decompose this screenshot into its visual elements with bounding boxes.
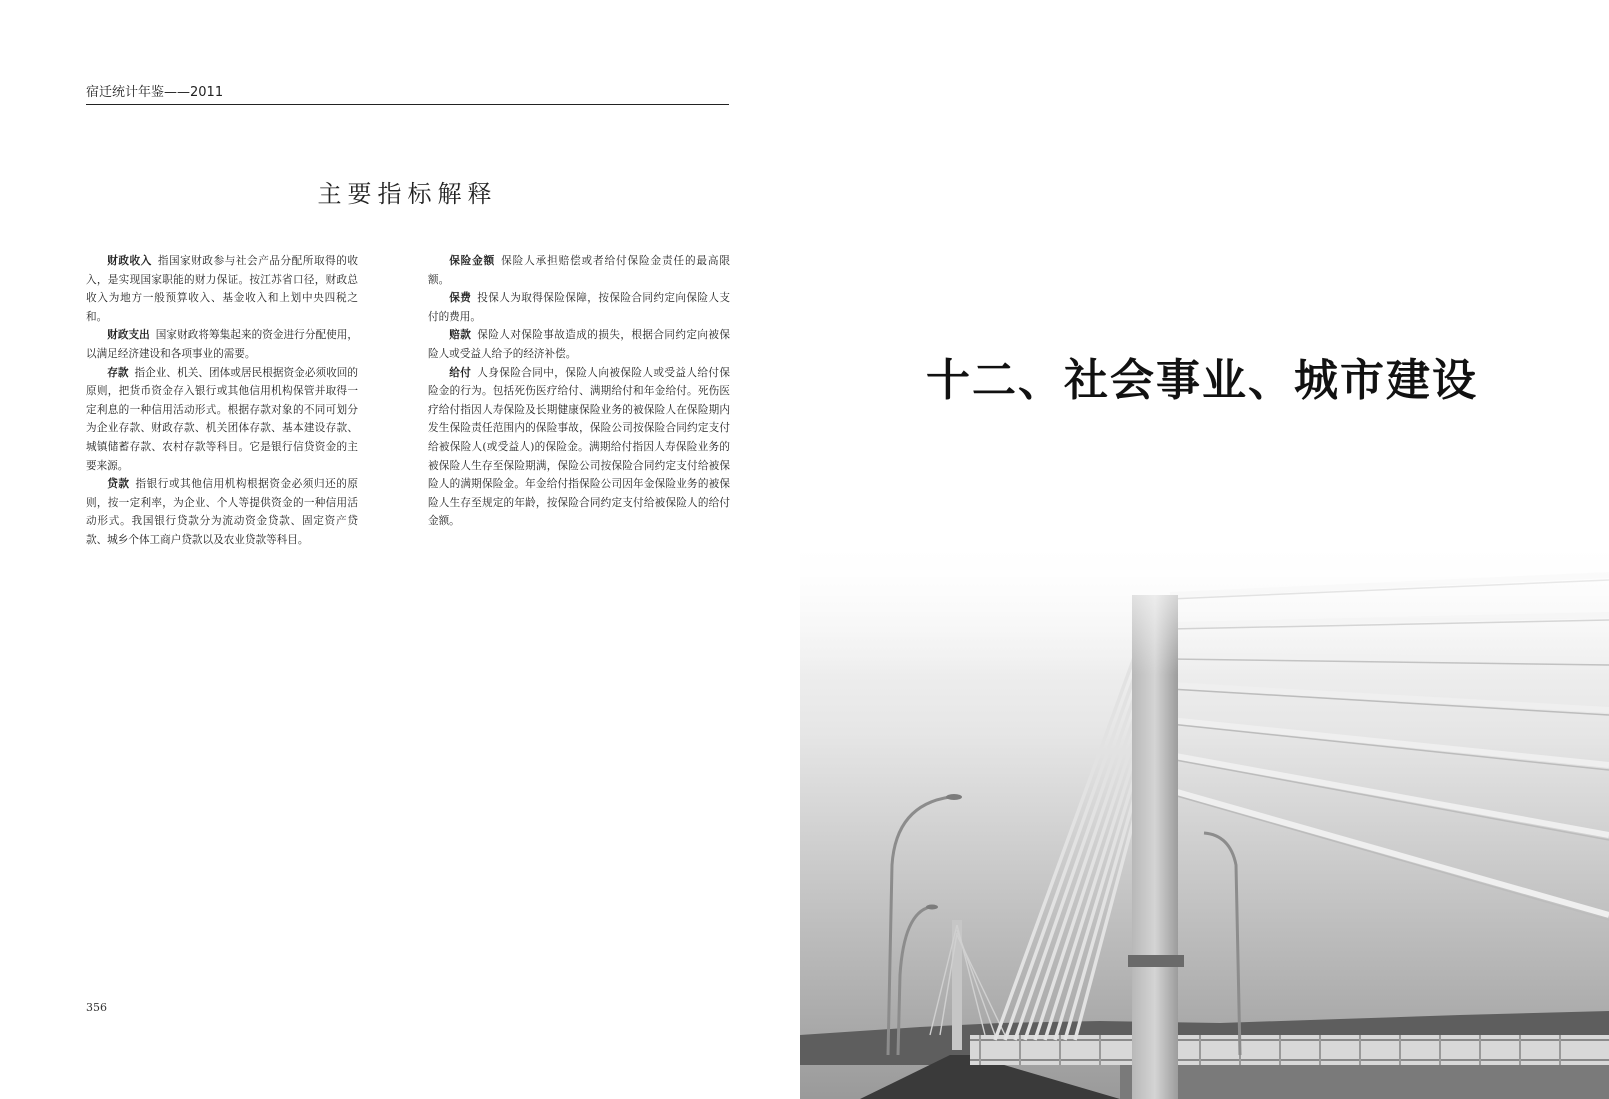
chapter-title: 十二、社会事业、城市建设 — [926, 355, 1478, 406]
entry-text: 保险人承担赔偿或者给付保险金责任的最高限额。 — [428, 255, 731, 286]
entry-term: 贷款 — [107, 478, 130, 491]
entry-term: 财政收入 — [107, 255, 152, 267]
entry-paragraph — [428, 252, 730, 289]
entry-term: 财政支出 — [107, 329, 150, 342]
entry-text: 指企业、机关、团体或居民根据资金必须收回的原则，把货币资金存入银行或其他信用机构保管并取得一定利息的一种信用活动形式。根据存款对象的不同可划分为企业存款、财政存款、机关团体存款、基本建设存款、城镇储蓄存款、农村存款等科目。它是银行信贷资金的主要来源。 — [86, 366, 359, 472]
entry-text: 指国家财政参与社会产品分配所取得的收入，是实现国家职能的财力保证。按江苏省口径，财政总收入为地方一般预算收入、基金收入和上划中央四税之和。 — [86, 255, 359, 323]
entry-term: 保费 — [449, 292, 472, 305]
entry-text: 指银行或其他信用机构根据资金必须归还的原则，按一定利率，为企业、个人等提供资金的一种信用活动形式。我国银行贷款分为流动资金贷款、固定资产贷款、城乡个体工商户贷款以及农业贷款等科目。 — [86, 478, 359, 546]
railing-lower — [1120, 1065, 1609, 1099]
entry-term: 保险金额 — [449, 255, 496, 267]
entry-paragraph — [428, 289, 730, 326]
entry-paragraph — [86, 364, 358, 476]
entry-text: 人身保险合同中，保险人向被保险人或受益人给付保险金的行为。包括死伤医疗给付、满期给付和年金给付。死伤医疗给付指因人寿保险及长期健康保险业务的被保险人在保险期内发生保险责任范围内的保险事故，保险公司按保险合同约定支付给被保险人(或受益人)的保险金。满期给付指因人寿保险业务的被保险人生存至保险期满，保险公司按保险合同约定支付给被保险人的满期保险金。年金给付指保险公司因年金保险业务的被保险人生存至规定的年龄，按保险合同约定支付给被保险人的给付金额。 — [428, 366, 731, 528]
text-column-right — [428, 252, 730, 531]
entry-paragraph — [86, 475, 358, 549]
entry-term: 赔款 — [449, 329, 472, 342]
entry-term: 存款 — [107, 366, 129, 379]
entry-paragraph — [86, 252, 358, 326]
entry-term: 给付 — [449, 366, 472, 379]
entry-text: 国家财政将筹集起来的资金进行分配使用，以满足经济建设和各项事业的需要。 — [86, 329, 359, 360]
entry-paragraph — [428, 364, 730, 531]
bridge-photo — [800, 535, 1609, 1099]
page-number: 356 — [86, 1001, 107, 1014]
entry-text: 投保人为取得保险保障，按保险合同约定向保险人支付的费用。 — [428, 292, 731, 323]
text-column-left — [86, 252, 358, 550]
section-title: 主要指标解释 — [317, 180, 498, 208]
entry-paragraph — [86, 326, 358, 363]
left-page — [0, 0, 800, 1099]
entry-text: 保险人对保险事故造成的损失，根据合同约定向被保险人或受益人给予的经济补偿。 — [428, 329, 731, 360]
running-head: 宿迁统计年鉴——2011 — [86, 84, 729, 105]
entry-paragraph — [428, 326, 730, 363]
right-page — [800, 0, 1609, 1099]
